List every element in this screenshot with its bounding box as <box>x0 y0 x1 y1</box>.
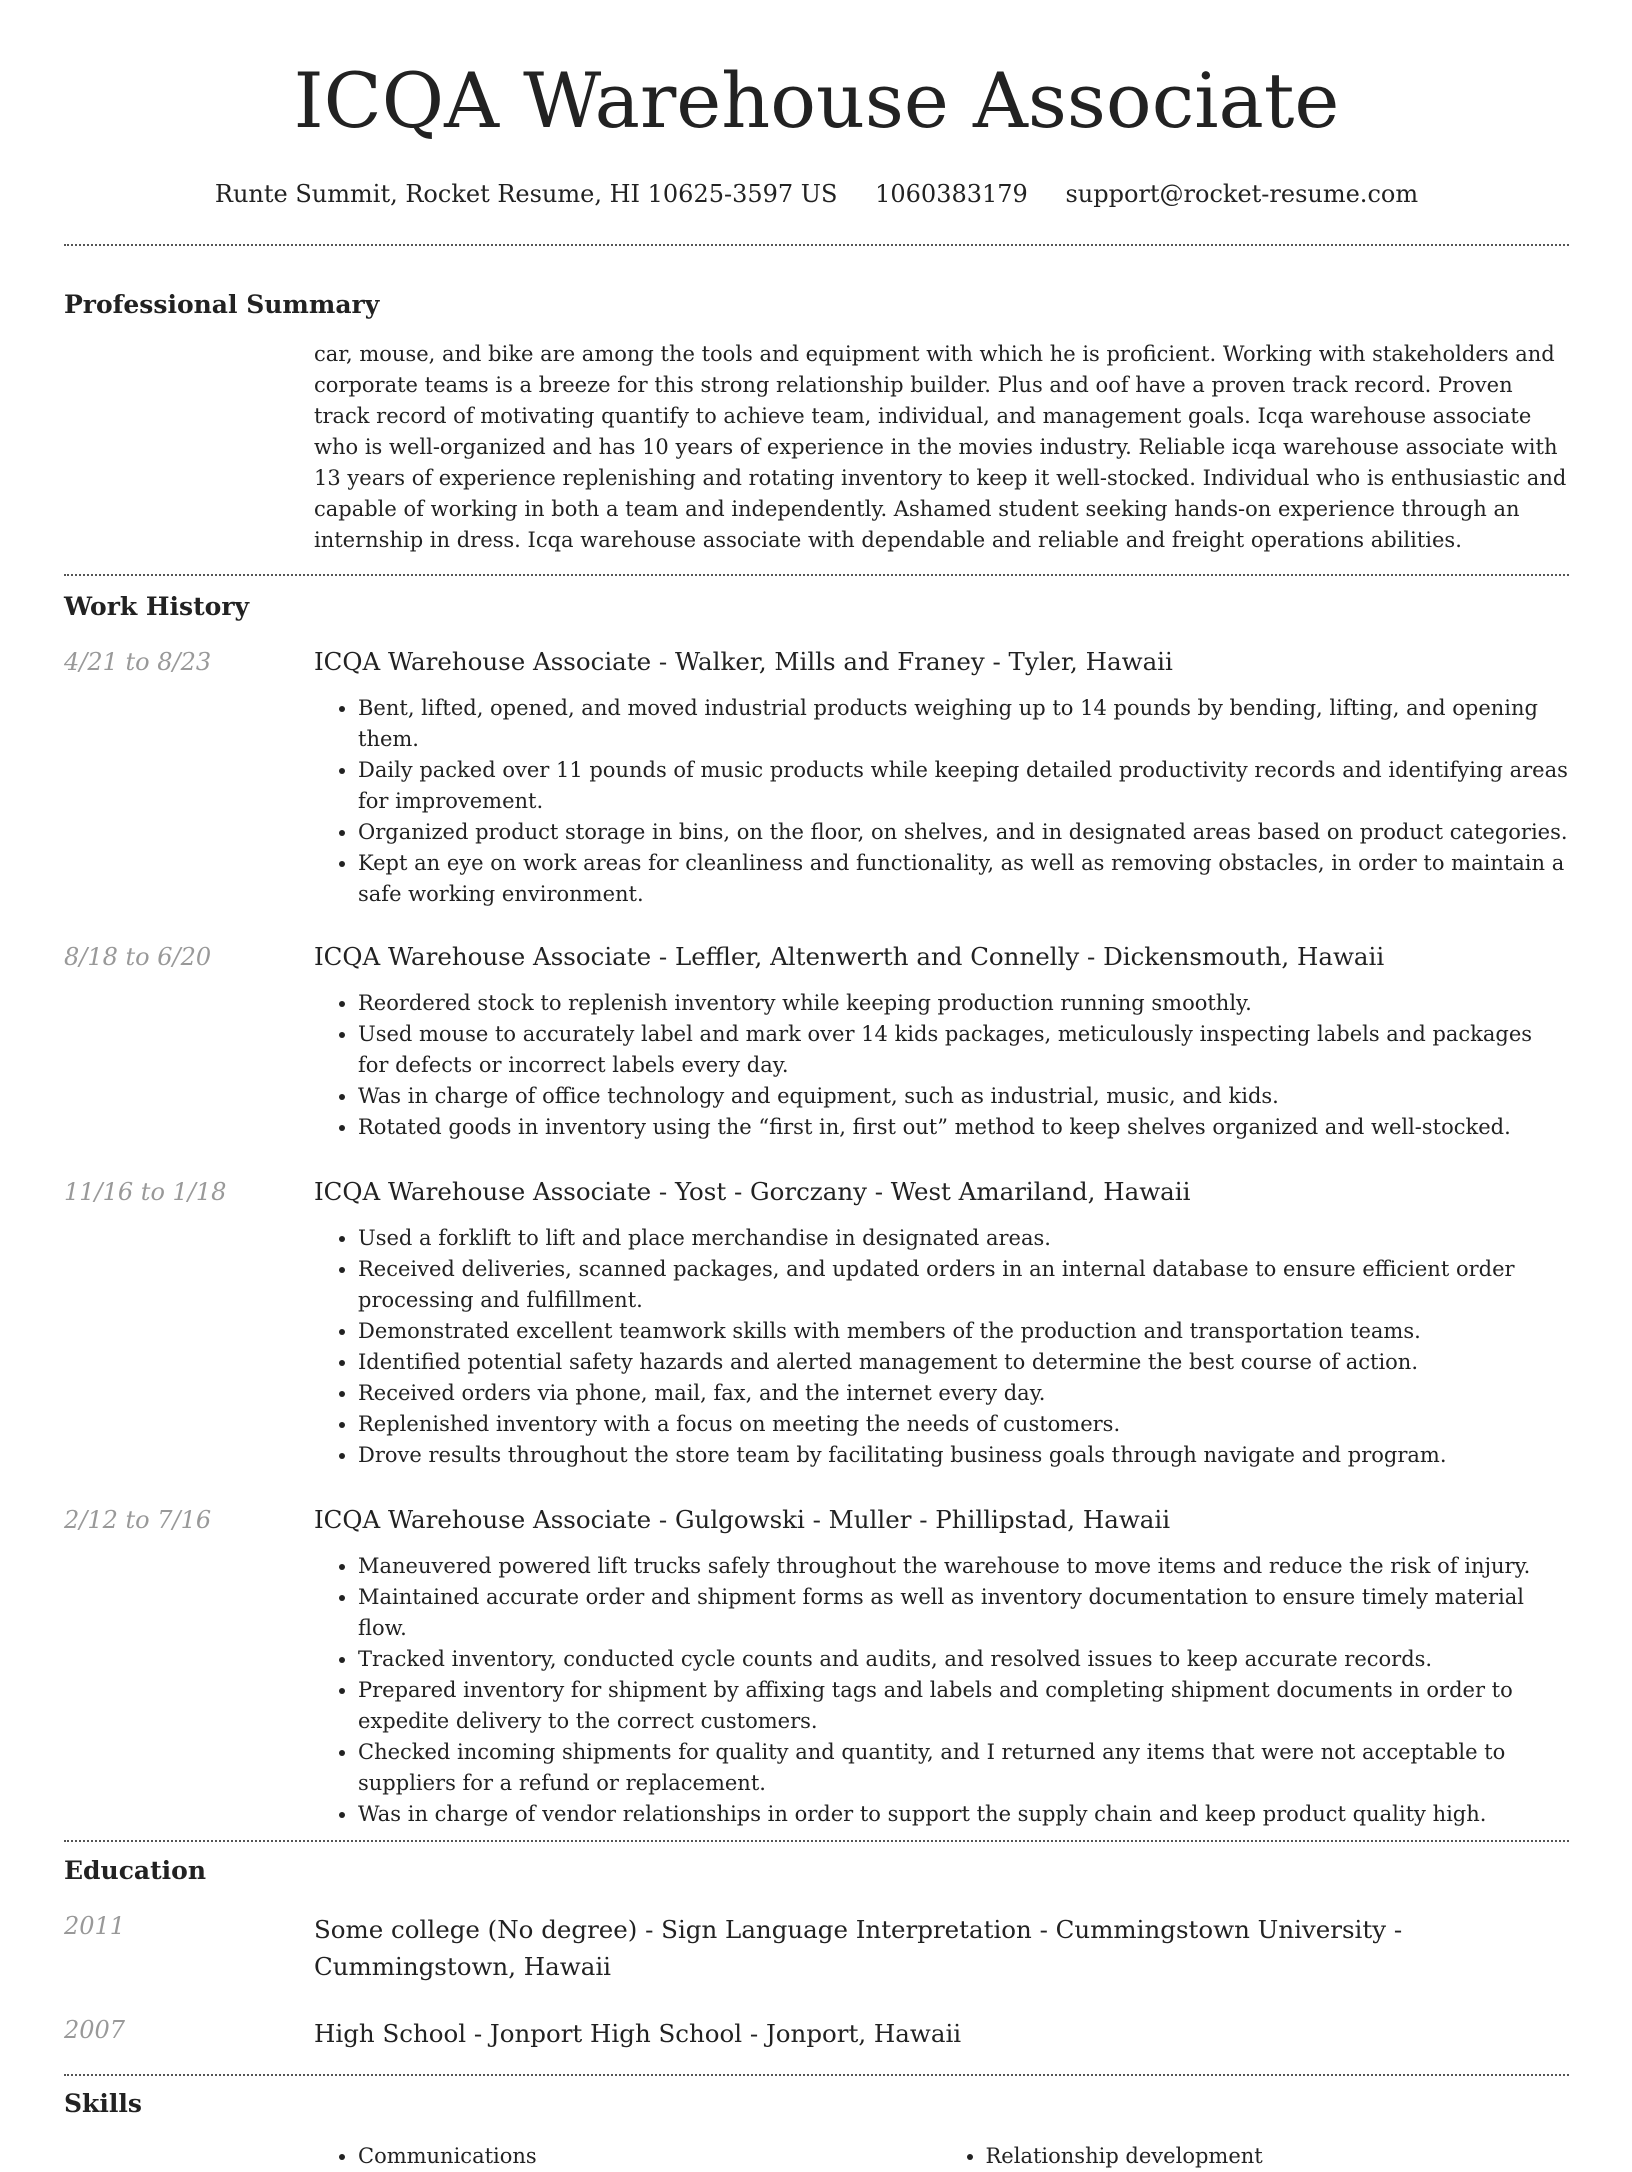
summary-heading: Professional Summary <box>64 290 380 319</box>
work-divider <box>64 1840 1569 1842</box>
job-entry <box>64 1177 1569 1471</box>
list-item: • Kept an eye on work areas for cleanliness and functionality, as well as removing obstacles, in order to maintain a safe working environment. <box>358 848 1569 910</box>
job-title: ICQA Warehouse Associate - Leffler, Altenwerth and Connelly - Dickensmouth, Hawaii <box>314 942 1385 971</box>
job-title: ICQA Warehouse Associate - Yost - Gorczany - West Amariland, Hawaii <box>314 1177 1191 1206</box>
list-item: • Maneuvered powered lift trucks safely throughout the warehouse to move items and reduce the risk of injury. <box>358 1551 1569 1582</box>
list-item: • Organized product storage in bins, on the floor, on shelves, and in designated areas based on product categories. <box>358 817 1569 848</box>
job-dates: 4/21 to 8/23 <box>64 648 212 676</box>
work-section <box>64 591 1569 1830</box>
resume-name: ICQA Warehouse Associate <box>293 56 1340 145</box>
list-item: • Used a forklift to lift and place merchandise in designated areas. <box>358 1223 1569 1254</box>
contact-email: support@rocket-resume.com <box>1065 180 1419 208</box>
list-item: • Checked incoming shipments for quality and quantity, and I returned any items that were not acceptable to suppliers for a refund or replacement. <box>358 1737 1569 1799</box>
skills-columns <box>314 2141 1569 2172</box>
job-entry <box>64 942 1569 1143</box>
job-dates: 8/18 to 6/20 <box>64 943 212 971</box>
summary-divider <box>64 574 1569 576</box>
contact-phone: 1060383179 <box>875 180 1028 208</box>
list-item: • Identified potential safety hazards and alerted management to determine the best course of action. <box>358 1347 1569 1378</box>
list-item: • Was in charge of vendor relationships in order to support the supply chain and keep product quality high. <box>358 1799 1569 1830</box>
skills-spacer <box>64 2141 314 2172</box>
skill-item: • Communications <box>358 2141 942 2172</box>
education-title: High School - Jonport High School - Jonport, Hawaii <box>314 2019 962 2048</box>
list-item: • Used mouse to accurately label and mark over 14 kids packages, meticulously inspecting labels and packages for defects or incorrect labels every day. <box>358 1019 1569 1081</box>
list-item: • Was in charge of office technology and equipment, such as industrial, music, and kids. <box>358 1081 1569 1112</box>
list-item: • Rotated goods in inventory using the “first in, first out” method to keep shelves organized and well-stocked. <box>358 1112 1569 1143</box>
list-item: • Bent, lifted, opened, and moved industrial products weighing up to 14 pounds by bending, lifting, and opening them. <box>358 693 1569 755</box>
list-item: • Demonstrated excellent teamwork skills with members of the production and transportation teams. <box>358 1316 1569 1347</box>
skills-heading: Skills <box>64 2089 142 2118</box>
education-title: Some college (No degree) - Sign Language Interpretation - Cummingstown University - Cummingstown, Hawaii <box>314 1915 1403 1981</box>
job-title: ICQA Warehouse Associate - Gulgowski - Muller - Phillipstad, Hawaii <box>314 1505 1171 1534</box>
job-title: ICQA Warehouse Associate - Walker, Mills and Franey - Tyler, Hawaii <box>314 647 1173 676</box>
contact-address: Runte Summit, Rocket Resume, HI 10625-3597 US <box>214 180 838 208</box>
education-section <box>64 1855 1569 2052</box>
summary-spacer <box>64 339 314 556</box>
list-item: • Replenished inventory with a focus on meeting the needs of customers. <box>358 1409 1569 1440</box>
education-year: 2011 <box>64 1912 126 1940</box>
list-item: • Tracked inventory, conducted cycle counts and audits, and resolved issues to keep accurate records. <box>358 1644 1569 1675</box>
job-bullets <box>314 1223 1569 1471</box>
work-heading: Work History <box>64 592 250 621</box>
contact-line <box>64 179 1569 209</box>
job-bullets <box>314 693 1569 910</box>
education-entry <box>64 2015 1569 2052</box>
job-bullets <box>314 1551 1569 1830</box>
job-entry <box>64 647 1569 910</box>
list-item: • Received deliveries, scanned packages, and updated orders in an internal database to ensure efficient order processing and fulfillment. <box>358 1254 1569 1316</box>
summary-section <box>64 289 1569 556</box>
job-bullets <box>314 988 1569 1143</box>
list-item: • Received orders via phone, mail, fax, and the internet every day. <box>358 1378 1569 1409</box>
education-divider <box>64 2074 1569 2076</box>
resume-page <box>64 0 1569 2172</box>
job-entry <box>64 1505 1569 1830</box>
skills-list-left <box>314 2141 942 2172</box>
list-item: • Prepared inventory for shipment by affixing tags and labels and completing shipment documents in order to expedite delivery to the correct customers. <box>358 1675 1569 1737</box>
skills-section <box>64 2088 1569 2172</box>
skills-list-right <box>942 2141 1570 2172</box>
header-divider <box>64 244 1569 246</box>
list-item: • Maintained accurate order and shipment forms as well as inventory documentation to ensure timely material flow. <box>358 1582 1569 1644</box>
list-item: • Drove results throughout the store team by facilitating business goals through navigate and program. <box>358 1440 1569 1471</box>
list-item: • Reordered stock to replenish inventory while keeping production running smoothly. <box>358 988 1569 1019</box>
skill-item: • Relationship development <box>986 2141 1570 2172</box>
education-heading: Education <box>64 1856 207 1885</box>
job-dates: 11/16 to 1/18 <box>64 1178 227 1206</box>
summary-text: car, mouse, and bike are among the tools and equipment with which he is proficient. Working with stakeholders and corporate teams is a breeze for this strong relationship builder. Plus and oof have a proven track record. Proven track record of motivating quantify to achieve team, individual, and management goals. Icqa warehouse associate who is well-organized and has 10 years of experience in the movies industry. Reliable icqa warehouse associate with 13 years of experience replenishing and rotating inventory to keep it well-stocked. Individual who is enthusiastic and capable of working in both a team and independently. Ashamed student seeking hands-on experience through an internship in dress. Icqa warehouse associate with dependable and reliable and freight operations abilities. <box>314 342 1567 552</box>
education-year: 2007 <box>64 2016 126 2044</box>
education-entry <box>64 1911 1569 1985</box>
job-dates: 2/12 to 7/16 <box>64 1506 212 1534</box>
list-item: • Daily packed over 11 pounds of music products while keeping detailed productivity records and identifying areas for improvement. <box>358 755 1569 817</box>
